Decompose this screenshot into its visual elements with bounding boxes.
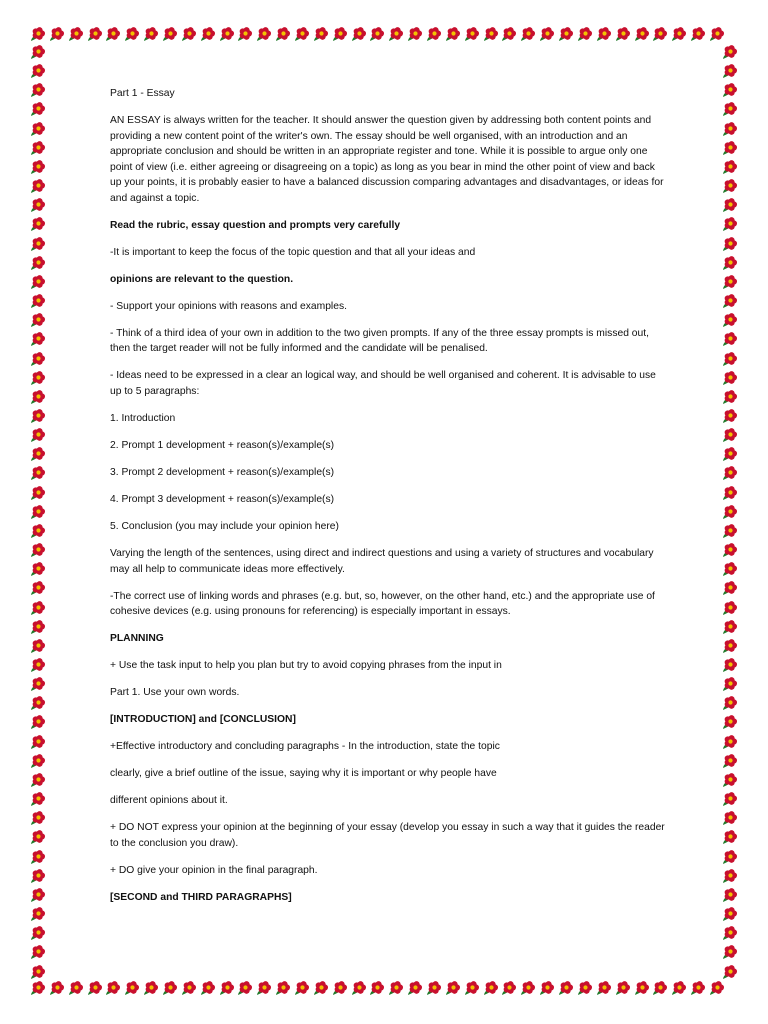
red-flower-icon — [181, 980, 197, 996]
red-flower-icon — [332, 980, 348, 996]
red-flower-icon — [313, 26, 329, 42]
red-flower-icon — [30, 504, 46, 520]
red-flower-icon — [68, 26, 84, 42]
red-flower-icon — [722, 523, 738, 539]
red-flower-icon — [722, 159, 738, 175]
support-line: - Support your opinions with reasons and examples. — [110, 300, 347, 312]
red-flower-icon — [407, 26, 423, 42]
planning-heading: PLANNING — [110, 633, 164, 645]
red-flower-icon — [30, 849, 46, 865]
red-flower-icon — [237, 980, 253, 996]
red-flower-icon — [313, 980, 329, 996]
red-flower-icon — [709, 980, 725, 996]
red-flower-icon — [520, 26, 536, 42]
red-flower-icon — [596, 26, 612, 42]
red-flower-icon — [200, 26, 216, 42]
red-flower-icon — [30, 772, 46, 788]
list-item: 3. Prompt 2 development + reason(s)/example(s) — [110, 467, 335, 478]
red-flower-icon — [722, 236, 738, 252]
red-flower-icon — [30, 331, 46, 347]
red-flower-icon — [722, 101, 738, 117]
red-flower-icon — [709, 26, 725, 42]
red-flower-icon — [722, 906, 738, 922]
red-flower-icon — [722, 753, 738, 769]
red-flower-icon — [722, 504, 738, 520]
red-flower-icon — [722, 63, 738, 79]
red-flower-icon — [30, 868, 46, 884]
red-flower-icon — [30, 714, 46, 730]
list-item: 4. Prompt 3 development + reason(s)/example(s) — [110, 493, 335, 505]
red-flower-icon — [722, 312, 738, 328]
red-flower-icon — [143, 980, 159, 996]
red-flower-icon — [501, 26, 517, 42]
list-item: 5. Conclusion (you may include your opinion here) — [110, 520, 339, 532]
red-flower-icon — [30, 734, 46, 750]
red-flower-icon — [87, 980, 103, 996]
red-flower-icon — [722, 964, 738, 980]
rubric-heading: Read the rubric, essay question and prompts very carefully — [110, 219, 401, 231]
red-flower-icon — [388, 26, 404, 42]
red-flower-icon — [30, 657, 46, 673]
red-flower-icon — [30, 810, 46, 826]
red-flower-icon — [256, 980, 272, 996]
red-flower-icon — [124, 980, 140, 996]
red-flower-icon — [294, 26, 310, 42]
red-flower-icon — [351, 26, 367, 42]
red-flower-icon — [30, 178, 46, 194]
red-flower-icon — [30, 829, 46, 845]
red-flower-icon — [30, 619, 46, 635]
red-flower-icon — [30, 216, 46, 232]
red-flower-icon — [722, 465, 738, 481]
red-flower-icon — [722, 619, 738, 635]
red-flower-icon — [722, 925, 738, 941]
do-not-paragraph: + DO NOT express your opinion at the beginning of your essay (develop you essay in such a way that it guides the reader to the conclusion you draw). — [110, 822, 665, 849]
red-flower-icon — [275, 980, 291, 996]
red-flower-icon — [520, 980, 536, 996]
red-flower-icon — [722, 293, 738, 309]
document-body — [110, 86, 665, 917]
red-flower-icon — [30, 906, 46, 922]
red-flower-icon — [483, 980, 499, 996]
red-flower-icon — [722, 140, 738, 156]
red-flower-icon — [30, 580, 46, 596]
red-flower-icon — [690, 980, 706, 996]
focus-line: -It is important to keep the focus of the topic question and that all your ideas and — [110, 246, 476, 258]
red-flower-icon — [558, 26, 574, 42]
red-flower-icon — [68, 980, 84, 996]
red-flower-icon — [722, 791, 738, 807]
red-flower-icon — [722, 772, 738, 788]
red-flower-icon — [30, 293, 46, 309]
red-flower-icon — [722, 485, 738, 501]
red-flower-icon — [615, 980, 631, 996]
red-flower-icon — [539, 980, 555, 996]
red-flower-icon — [105, 980, 121, 996]
flower-border-bottom — [30, 980, 725, 998]
red-flower-icon — [722, 178, 738, 194]
red-flower-icon — [671, 26, 687, 42]
varying-paragraph: Varying the length of the sentences, using direct and indirect questions and using a variety of structures and vocabulary may all help to communicate ideas more effectively. — [110, 547, 654, 575]
red-flower-icon — [30, 925, 46, 941]
red-flower-icon — [722, 370, 738, 386]
effective-line-1: +Effective introductory and concluding paragraphs - In the introduction, state the topic — [110, 741, 500, 753]
do-give-line: + DO give your opinion in the final paragraph. — [110, 864, 318, 876]
red-flower-icon — [615, 26, 631, 42]
red-flower-icon — [722, 810, 738, 826]
list-item: 1. Introduction — [110, 413, 176, 425]
intro-paragraph: AN ESSAY is always written for the teacher. It should answer the question given by addressing both content points and providing a new content point of the writer's own. The essay should be well organised, with an introduction and an appropriate conclusion and should be written in an appropriate register and tone. While it is possible to argue only one point of view (i.e. either agreeing or disagreeing on a topic) as long as you bear in mind the other point of view and back up your points, it is probably easier to have a balanced discussion comparing advantages and disadvantages, or ideas for and against a topic. — [110, 114, 664, 204]
red-flower-icon — [351, 980, 367, 996]
red-flower-icon — [30, 82, 46, 98]
effective-line-2: clearly, give a brief outline of the issue, saying why it is important or why people have — [110, 768, 497, 780]
red-flower-icon — [577, 980, 593, 996]
red-flower-icon — [722, 695, 738, 711]
red-flower-icon — [722, 580, 738, 596]
red-flower-icon — [181, 26, 197, 42]
red-flower-icon — [722, 255, 738, 271]
red-flower-icon — [30, 561, 46, 577]
red-flower-icon — [30, 26, 46, 42]
document-title: Part 1 - Essay — [110, 88, 175, 99]
red-flower-icon — [722, 657, 738, 673]
red-flower-icon — [722, 121, 738, 137]
red-flower-icon — [426, 26, 442, 42]
red-flower-icon — [722, 44, 738, 60]
red-flower-icon — [30, 695, 46, 711]
red-flower-icon — [407, 980, 423, 996]
red-flower-icon — [30, 255, 46, 271]
red-flower-icon — [237, 26, 253, 42]
red-flower-icon — [722, 389, 738, 405]
red-flower-icon — [30, 274, 46, 290]
red-flower-icon — [49, 26, 65, 42]
red-flower-icon — [464, 26, 480, 42]
planning-line-2: Part 1. Use your own words. — [110, 687, 240, 699]
red-flower-icon — [634, 980, 650, 996]
red-flower-icon — [652, 26, 668, 42]
red-flower-icon — [30, 351, 46, 367]
red-flower-icon — [219, 980, 235, 996]
red-flower-icon — [143, 26, 159, 42]
red-flower-icon — [30, 791, 46, 807]
red-flower-icon — [162, 26, 178, 42]
red-flower-icon — [30, 140, 46, 156]
red-flower-icon — [722, 82, 738, 98]
ideas-expressed-paragraph: - Ideas need to be expressed in a clear an logical way, and should be well organised and coherent. It is advisable to use up to 5 paragraphs: — [110, 370, 656, 398]
red-flower-icon — [369, 26, 385, 42]
flower-border-top — [30, 26, 725, 44]
red-flower-icon — [722, 829, 738, 845]
red-flower-icon — [722, 427, 738, 443]
red-flower-icon — [722, 944, 738, 960]
red-flower-icon — [87, 26, 103, 42]
red-flower-icon — [445, 980, 461, 996]
red-flower-icon — [30, 159, 46, 175]
red-flower-icon — [722, 408, 738, 424]
red-flower-icon — [294, 980, 310, 996]
flower-border-left — [30, 44, 48, 980]
red-flower-icon — [162, 980, 178, 996]
red-flower-icon — [388, 980, 404, 996]
red-flower-icon — [30, 446, 46, 462]
red-flower-icon — [634, 26, 650, 42]
red-flower-icon — [30, 542, 46, 558]
red-flower-icon — [558, 980, 574, 996]
red-flower-icon — [722, 638, 738, 654]
red-flower-icon — [30, 197, 46, 213]
red-flower-icon — [332, 26, 348, 42]
red-flower-icon — [722, 714, 738, 730]
red-flower-icon — [30, 370, 46, 386]
effective-line-3: different opinions about it. — [110, 795, 228, 807]
red-flower-icon — [30, 600, 46, 616]
red-flower-icon — [30, 465, 46, 481]
red-flower-icon — [30, 523, 46, 539]
focus-line-bold: opinions are relevant to the question. — [110, 273, 294, 285]
planning-line-1: + Use the task input to help you plan but try to avoid copying phrases from the input in — [110, 660, 502, 672]
red-flower-icon — [30, 312, 46, 328]
red-flower-icon — [722, 561, 738, 577]
red-flower-icon — [30, 676, 46, 692]
red-flower-icon — [105, 26, 121, 42]
red-flower-icon — [200, 980, 216, 996]
red-flower-icon — [30, 964, 46, 980]
red-flower-icon — [722, 542, 738, 558]
red-flower-icon — [30, 944, 46, 960]
red-flower-icon — [652, 980, 668, 996]
list-item: 2. Prompt 1 development + reason(s)/example(s) — [110, 440, 335, 452]
red-flower-icon — [30, 63, 46, 79]
second-third-heading: [SECOND and THIRD PARAGRAPHS] — [110, 891, 292, 903]
red-flower-icon — [501, 980, 517, 996]
red-flower-icon — [722, 676, 738, 692]
red-flower-icon — [30, 236, 46, 252]
red-flower-icon — [445, 26, 461, 42]
red-flower-icon — [722, 887, 738, 903]
red-flower-icon — [49, 980, 65, 996]
red-flower-icon — [722, 197, 738, 213]
red-flower-icon — [30, 427, 46, 443]
red-flower-icon — [722, 274, 738, 290]
flower-border-right — [722, 44, 740, 980]
red-flower-icon — [30, 121, 46, 137]
red-flower-icon — [256, 26, 272, 42]
red-flower-icon — [30, 408, 46, 424]
red-flower-icon — [124, 26, 140, 42]
red-flower-icon — [30, 101, 46, 117]
red-flower-icon — [483, 26, 499, 42]
red-flower-icon — [219, 26, 235, 42]
intro-conclusion-heading: [INTRODUCTION] and [CONCLUSION] — [110, 714, 296, 726]
red-flower-icon — [722, 849, 738, 865]
red-flower-icon — [464, 980, 480, 996]
red-flower-icon — [596, 980, 612, 996]
red-flower-icon — [30, 44, 46, 60]
third-idea-paragraph: - Think of a third idea of your own in addition to the two given prompts. If any of the three essay prompts is missed out, then the target reader will not be fully informed and the candidate will be penalised. — [110, 327, 649, 355]
red-flower-icon — [30, 887, 46, 903]
red-flower-icon — [722, 351, 738, 367]
red-flower-icon — [722, 216, 738, 232]
red-flower-icon — [30, 753, 46, 769]
red-flower-icon — [722, 331, 738, 347]
red-flower-icon — [690, 26, 706, 42]
red-flower-icon — [30, 638, 46, 654]
red-flower-icon — [722, 600, 738, 616]
red-flower-icon — [275, 26, 291, 42]
linking-paragraph: -The correct use of linking words and phrases (e.g. but, so, however, on the other hand, etc.) and the appropriate use of cohesive devices (e.g. using pronouns for referencing) is especially important in essays. — [110, 590, 655, 618]
red-flower-icon — [722, 868, 738, 884]
red-flower-icon — [722, 446, 738, 462]
red-flower-icon — [671, 980, 687, 996]
red-flower-icon — [722, 734, 738, 750]
red-flower-icon — [30, 389, 46, 405]
red-flower-icon — [426, 980, 442, 996]
red-flower-icon — [30, 980, 46, 996]
red-flower-icon — [30, 485, 46, 501]
red-flower-icon — [369, 980, 385, 996]
red-flower-icon — [577, 26, 593, 42]
red-flower-icon — [539, 26, 555, 42]
